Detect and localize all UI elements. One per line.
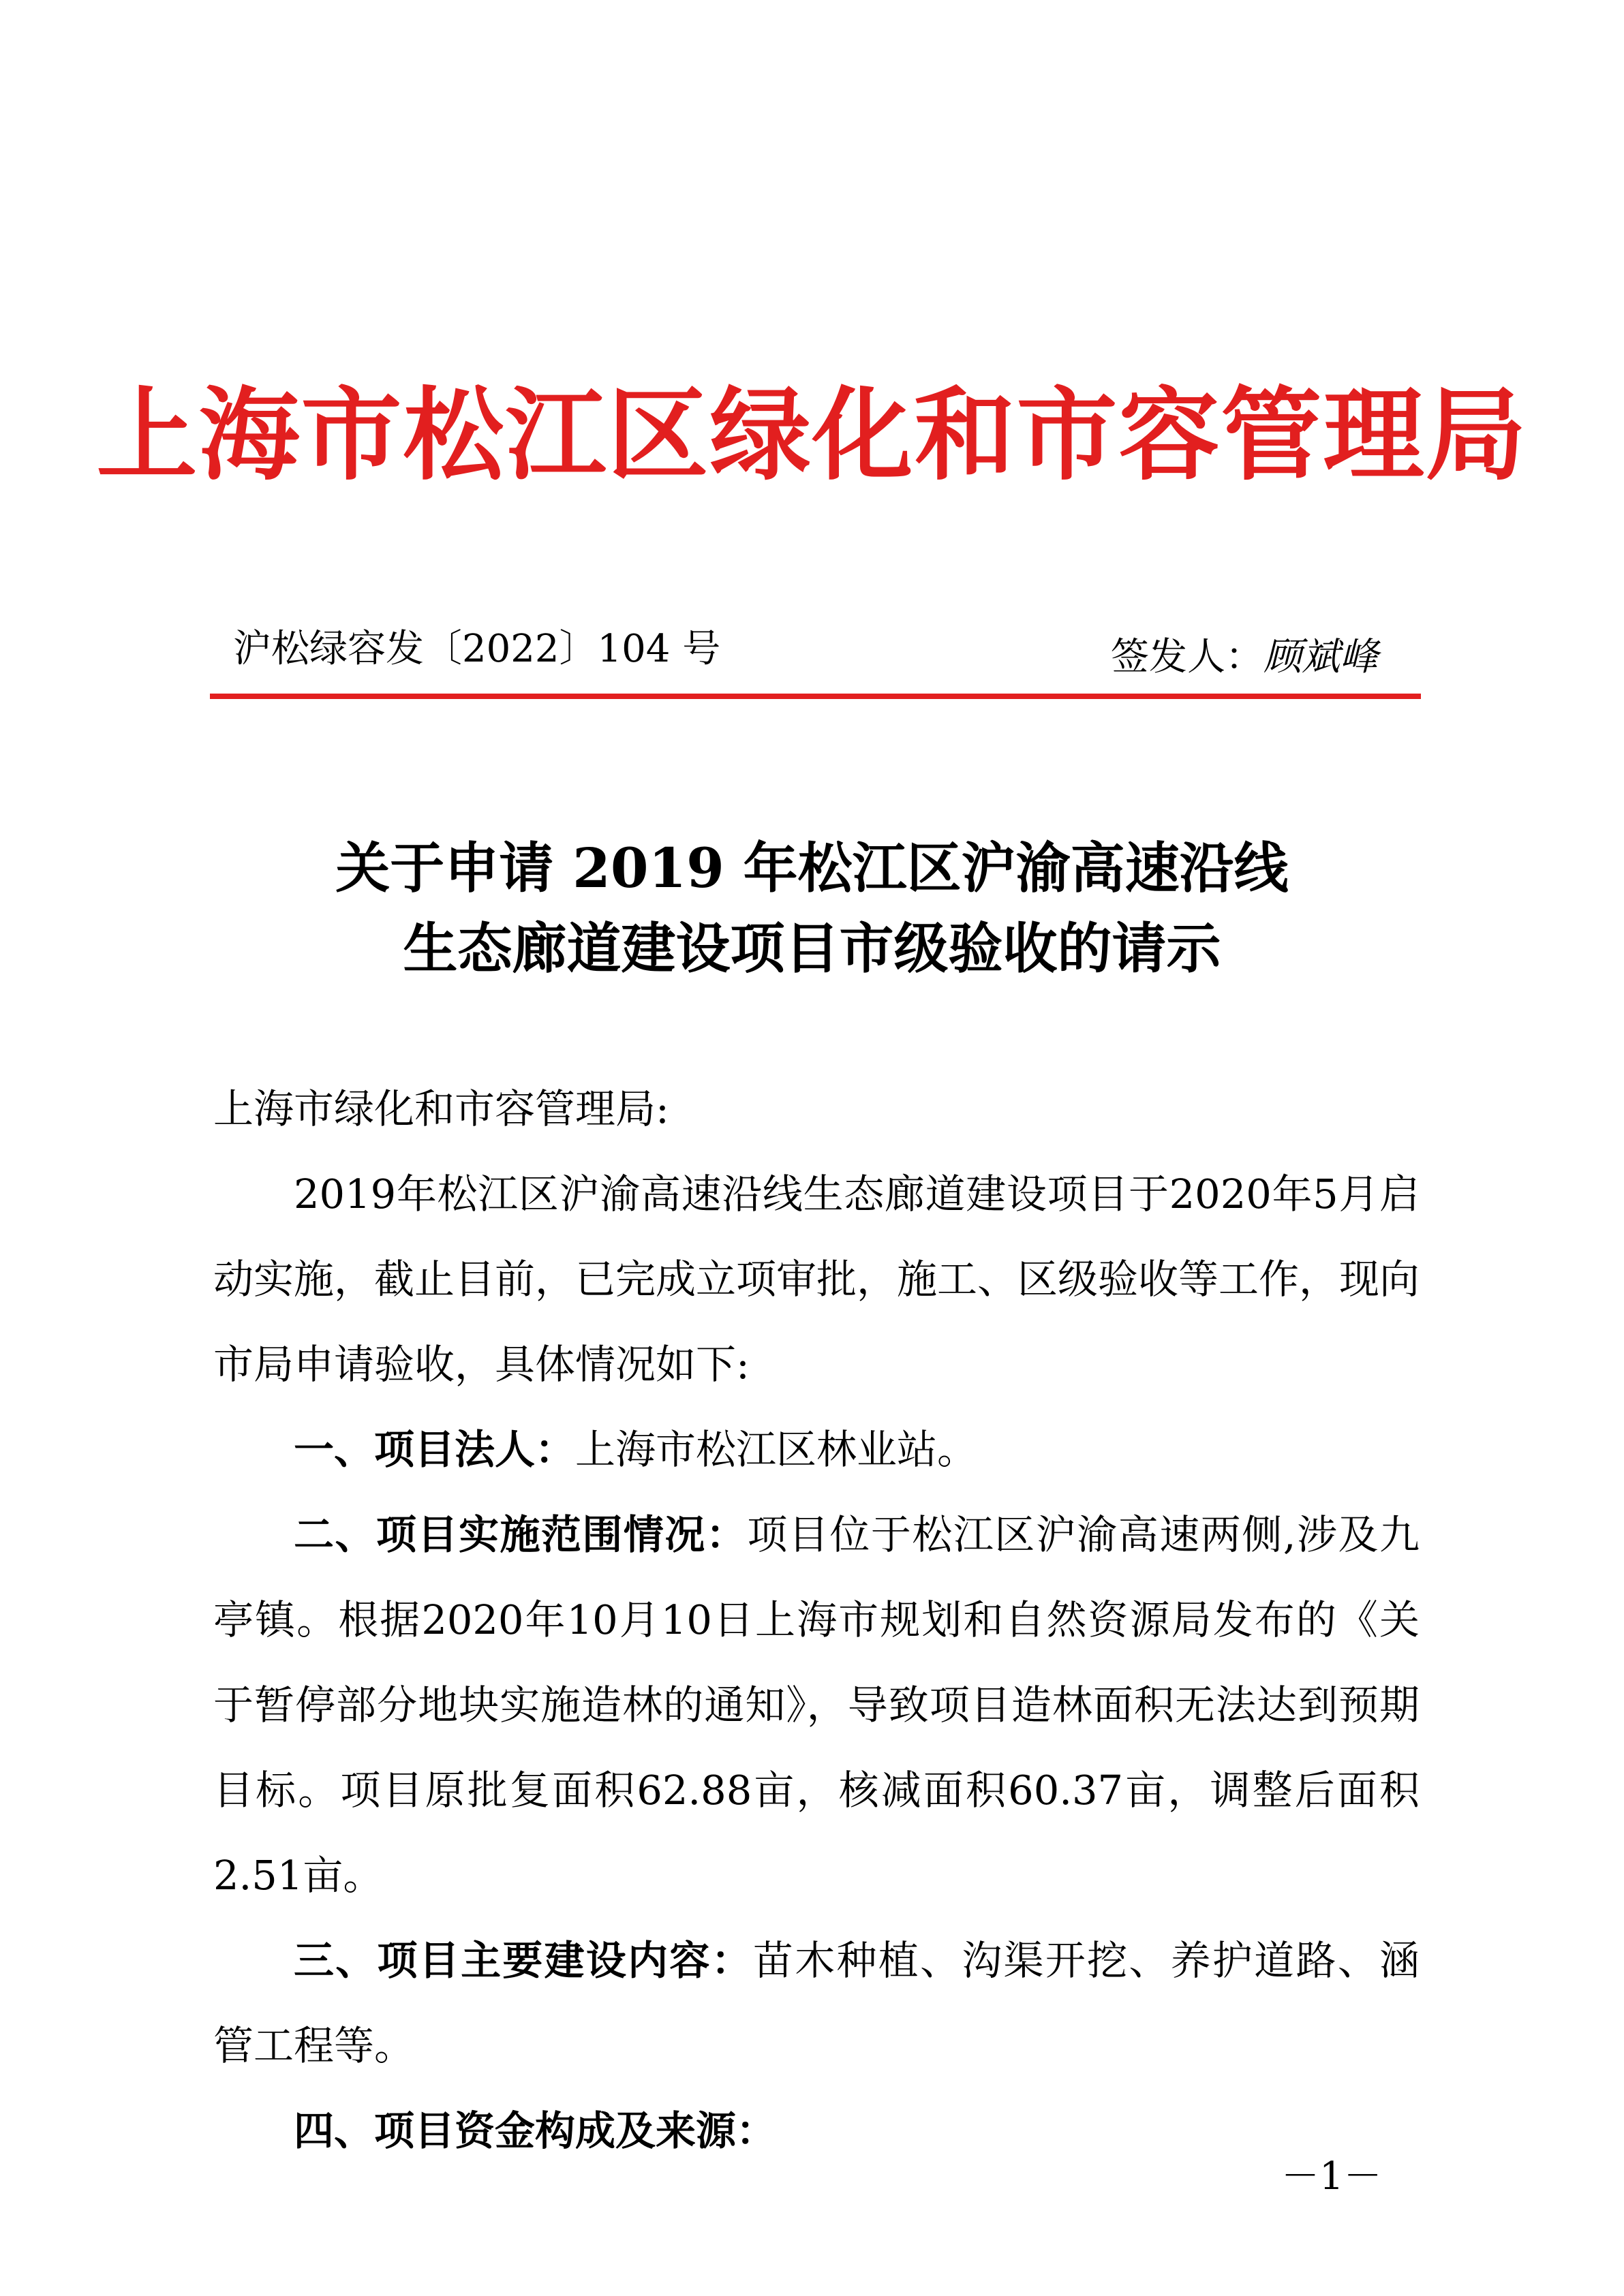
section-heading: 二、项目实施范围情况： [294,1511,748,1558]
section-construction-content [213,1918,1420,2088]
document-title-line-2: 生态廊道建设项目市级验收的请示 [403,916,1221,980]
document-body [213,1066,1420,2173]
section-scope [213,1492,1420,1918]
intro-paragraph: 2019年松江区沪渝高速沿线生态廊道建设项目于2020年5月启动实施，截止目前，已完成立项审批，施工、区级验收等工作，现向市局申请验收，具体情况如下: [213,1170,1420,1388]
salutation: 上海市绿化和市容管理局: [213,1085,669,1132]
document-title-line-1: 关于申请 2019 年松江区沪渝高速沿线 [335,836,1289,900]
signer-name: 顾斌峰 [1263,635,1378,679]
issuing-organization-title: 上海市松江区绿化和市容管理局 [96,375,1528,494]
section-text: 上海市松江区林业站。 [575,1426,978,1473]
signer-label: 签发人： [1111,635,1263,679]
document-number: 沪松绿容发〔2022〕104 号 [233,627,721,671]
red-divider-rule [210,694,1421,699]
section-text: 项目位于松江区沪渝高速两侧,涉及九亭镇。根据2020年10月10日上海市规划和自然资源局发布的《关于暂停部分地块实施造林的通知》，导致项目造林面积无法达到预期目标。项目原批复面积62.88亩，核减面积60.37亩，调整后面积2.51亩。 [213,1511,1420,1899]
page-number: －1－ [1281,2154,1382,2199]
section-heading: 三、项目主要建设内容： [294,1937,753,1984]
document-title [0,828,1624,989]
section-text: 苗木种植、沟渠开挖、养护道路、涵管工程等。 [213,1937,1420,2069]
section-funding [213,2088,1420,2173]
section-legal-entity [213,1407,1420,1492]
section-heading: 一、项目法人： [294,1426,576,1473]
signer [1111,634,1378,681]
section-heading: 四、项目资金构成及来源： [294,2107,777,2154]
